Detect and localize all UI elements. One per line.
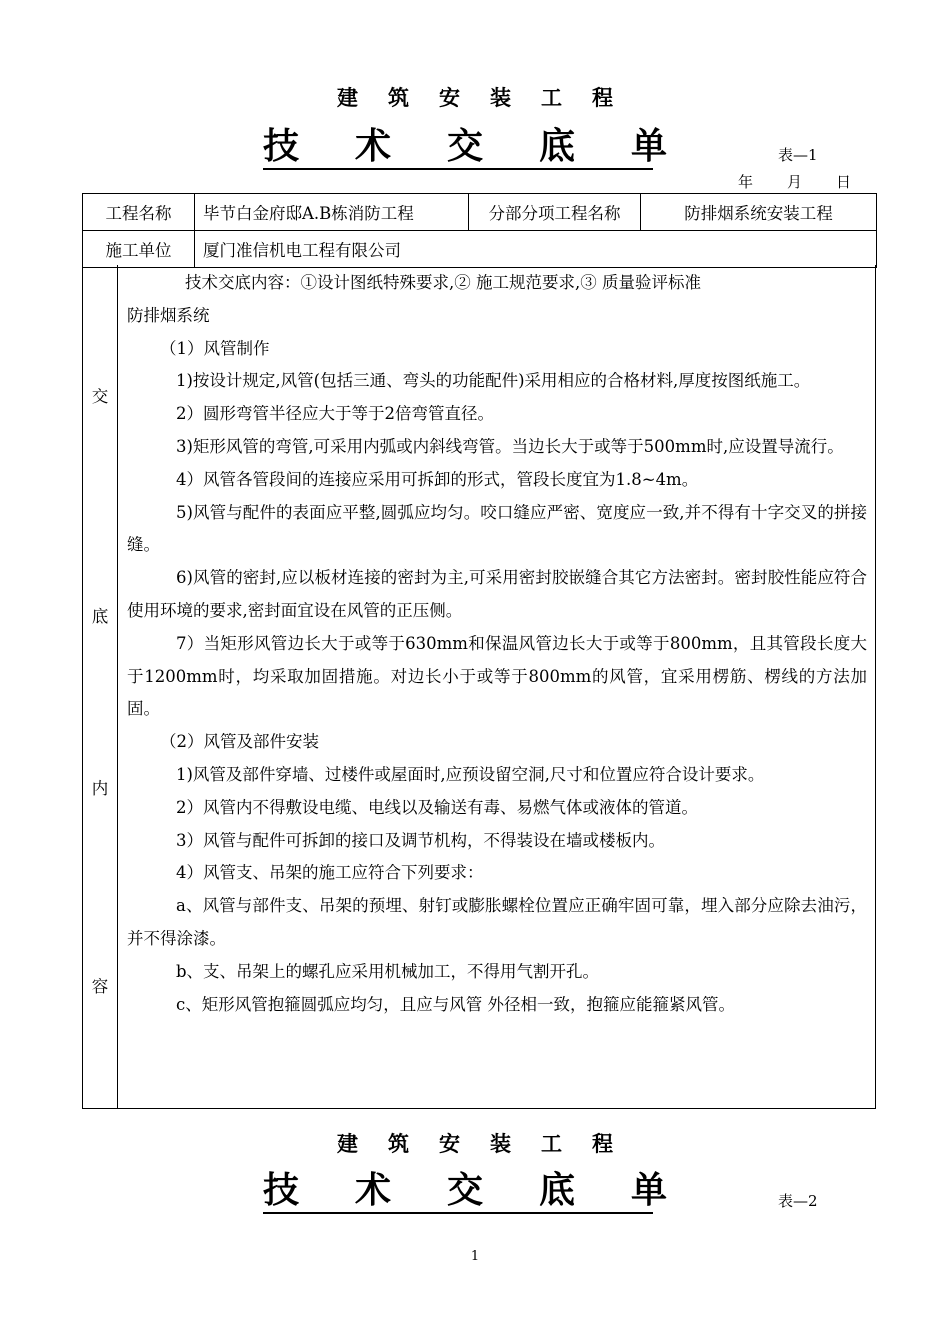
- project-name-value: 毕节白金府邸A.B栋消防工程: [195, 194, 469, 231]
- side-label-char: 交: [91, 387, 109, 406]
- subproject-value: 防排烟系统安装工程: [641, 194, 877, 231]
- list-item: 1)按设计规定,风管(包括三通、弯头的功能配件)采用相应的合格材料,厚度按图纸施工。: [176, 371, 811, 391]
- list-item: 2）圆形弯管半径应大于等于2倍弯管直径。: [176, 404, 494, 424]
- list-item: 2）风管内不得敷设电缆、电线以及输送有毒、易燃气体或液体的管道。: [176, 797, 698, 817]
- content-intro: 技术交底内容：①设计图纸特殊要求,② 施工规范要求,③ 质量验评标准: [185, 273, 701, 292]
- side-label-char: 内: [91, 779, 109, 798]
- date-month-label: 月: [787, 173, 803, 191]
- date-line: [738, 171, 851, 192]
- list-item: 3）风管与配件可拆卸的接口及调节机构，不得装设在墙或楼板内。: [176, 830, 665, 850]
- info-table: [82, 193, 877, 268]
- subproject-label: 分部分项工程名称: [469, 194, 641, 231]
- list-item: 6)风管的密封,应以板材连接的密封为主,可采用密封胶嵌缝合其它方法密封。密封胶性能应符合使用环境的要求,密封面宜设在风管的正压侧。: [127, 568, 867, 620]
- list-item: 7）当矩形风管边长大于或等于630mm和保温风管边长大于或等于800mm，且其管段长度大于1200mm时，均采取加固措施。对边长小于或等于800mm的风管，宜采用楞筋、楞线的方法加固。: [127, 633, 867, 719]
- list-item: 4）风管支、吊架的施工应符合下列要求：: [176, 863, 484, 883]
- section-2-title: （2）风管及部件安装: [160, 732, 319, 752]
- document-subtitle: 建筑安装工程: [337, 85, 643, 110]
- document-title: 技术交底单: [263, 124, 653, 170]
- date-year-label: 年: [738, 173, 754, 191]
- document-subtitle-2: 建筑安装工程: [337, 1131, 643, 1156]
- list-item: 4）风管各管段间的连接应采用可拆卸的形式，管段长度宜为1.8~4m。: [176, 469, 699, 489]
- side-label-char: 容: [91, 977, 109, 996]
- section-1-title: （1）风管制作: [160, 338, 270, 358]
- side-label-column: [82, 265, 118, 1109]
- disclosure-content: [117, 265, 876, 1109]
- list-item: 5)风管与配件的表面应平整,圆弧应均匀。咬口缝应严密、宽度应一致,并不得有十字交叉的拼接缝。: [127, 502, 867, 555]
- content-system: 防排烟系统: [127, 305, 210, 325]
- project-name-label: 工程名称: [83, 194, 195, 231]
- list-item: b、支、吊架上的螺孔应采用机械加工，不得用气割开孔。: [176, 961, 600, 981]
- date-day-label: 日: [836, 173, 852, 191]
- list-item: c、矩形风管抱箍圆弧应均匀，且应与风管 外径相一致，抱箍应能箍紧风管。: [176, 994, 735, 1014]
- side-label-char: 底: [91, 607, 109, 626]
- document-title-2: 技术交底单: [263, 1168, 653, 1214]
- page-number: 1: [470, 1249, 480, 1264]
- contractor-label: 施工单位: [83, 231, 195, 268]
- list-item: a、风管与部件支、吊架的预埋、射钉或膨胀螺栓位置应正确牢固可靠，埋入部分应除去油污，并不得涂漆。: [127, 896, 867, 948]
- contractor-value: 厦门准信机电工程有限公司: [195, 231, 877, 268]
- form-number-2: 表—2: [778, 1192, 818, 1210]
- list-item: 3)矩形风管的弯管,可采用内弧或内斜线弯管。当边长大于或等于500mm时,应设置导流行。: [176, 436, 844, 456]
- form-number: 表—1: [778, 146, 818, 164]
- list-item: 1)风管及部件穿墙、过楼件或屋面时,应预设留空洞,尺寸和位置应符合设计要求。: [176, 764, 765, 784]
